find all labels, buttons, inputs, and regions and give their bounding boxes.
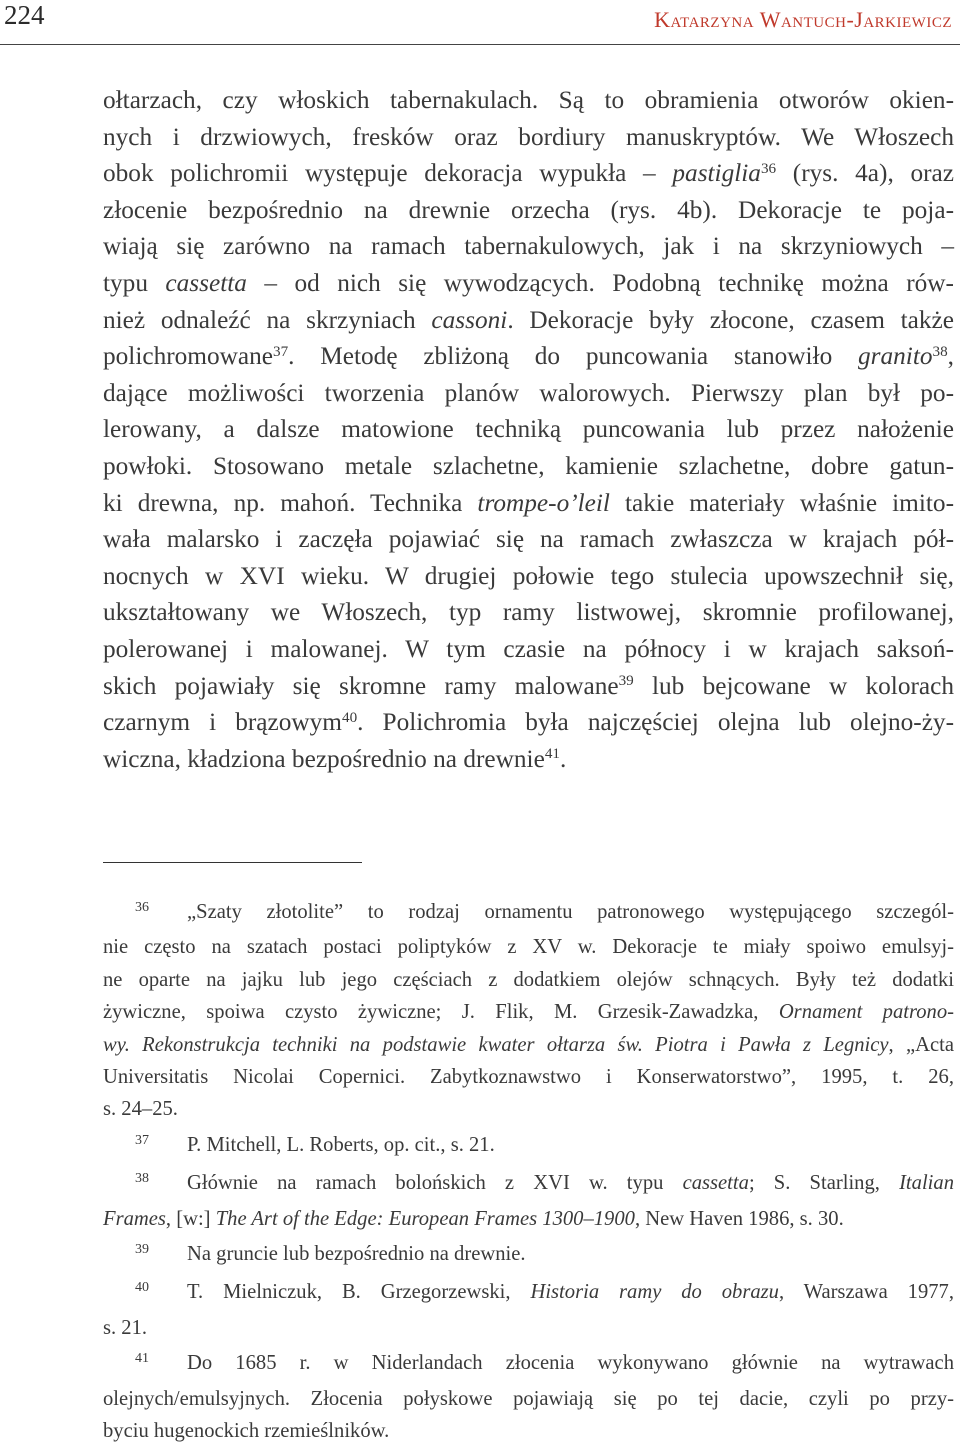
body-line: ukształtowany we Włoszech, typ ramy listwowej, skromnie profilowanej, (103, 598, 954, 627)
footnote-ref: 39 (618, 672, 634, 690)
footnote-number: 39 (135, 1242, 149, 1258)
body-line: nież odnaleźć na skrzyniach cassoni. Dekoracje były złocone, czasem także (103, 305, 954, 334)
body-line: lerowany, a dalsze matowione techniką puncowania lub przez nałożenie (103, 415, 954, 444)
footnote-line: wy. Rekonstrukcja techniki na podstawie kwater ołtarza św. Piotra i Pawła z Legnicy, „Acta (103, 1033, 955, 1056)
body-line: typu cassetta – od nich się wywodzących. Podobną technikę można rów- (103, 268, 954, 297)
footnote-39 (103, 1238, 954, 1273)
body-line: wała malarsko i zaczęła pojawiać się na ramach zwłaszcza w krajach pół- (103, 525, 954, 554)
footnote-40 (103, 1276, 954, 1344)
footnote-line: byciu hugenockich rzemieślników. (103, 1420, 390, 1443)
footnote-separator (103, 862, 362, 863)
body-line: złocenie bezpośrednio na drewnie orzecha (rys. 4b). Dekoracje te poja- (103, 195, 954, 224)
footnote-line: 36 „Szaty złotolite” to rodzaj ornamentu patronowego występującego szczegól- (103, 896, 954, 931)
body-line: nocnych w XVI wieku. W drugiej połowie tego stulecia upowszechnił się, (103, 561, 954, 590)
footnote-number: 40 (135, 1280, 149, 1296)
footnote-line: s. 24–25. (103, 1098, 178, 1121)
footnote-line: 38 Głównie na ramach bolońskich z XVI w. typu cassetta; S. Starling, Italian (103, 1167, 954, 1202)
body-line: wiczna, kładziona bezpośrednio na drewnie$^{41}$. (103, 744, 567, 773)
body-line: ki drewna, np. mahoń. Technika trompe-o’leil takie materiały właśnie imito- (103, 488, 954, 517)
body-line: polerowanej i malowanej. W tym czasie na północy i w krajach saksoń- (103, 634, 954, 663)
footnote-line: żywiczne, spoiwa czysto żywiczne; J. Flik, M. Grzesik-Zawadzka, Ornament patrono- (103, 1001, 954, 1024)
footnote-36 (103, 896, 954, 1126)
footnote-37 (103, 1129, 954, 1164)
footnote-line: Universitatis Nicolai Copernici. Zabytkoznawstwo i Konserwatorstwo”, 1995, t. 26, (103, 1066, 954, 1089)
footnote-number: 37 (135, 1132, 149, 1148)
footnote-line: nie często na szatach postaci poliptyków z XV w. Dekoracje te miały spoiwo emulsyj- (103, 936, 954, 959)
footnote-line: 39 Na gruncie lub bezpośrednio na drewnie. (103, 1238, 954, 1273)
page-number: 224 (4, 0, 45, 30)
footnote-ref: 41 (544, 745, 560, 763)
footnote-line: 41 Do 1685 r. w Niderlandach złocenia wykonywano głównie na wytrawach (103, 1347, 954, 1382)
body-text (103, 82, 954, 777)
body-line: skich pojawiały się skromne ramy malowane$^{39}$ lub bejcowane w kolorach (103, 671, 954, 700)
running-head: Katarzyna Wantuch-Jarkiewicz (654, 7, 952, 32)
footnote-41 (103, 1347, 954, 1447)
footnote-ref: 38 (932, 342, 948, 360)
body-line: polichromowane$^{37}$. Metodę zbliżoną do puncowania stanowiło granito$^{38}$, (103, 342, 954, 371)
footnote-line: s. 21. (103, 1316, 148, 1339)
footnote-line: 37 P. Mitchell, L. Roberts, op. cit., s. 21. (103, 1129, 954, 1164)
body-line: ołtarzach, czy włoskich tabernakulach. Są to obramienia otworów okien- (103, 86, 954, 114)
footnote-line: olejnych/emulsyjnych. Złocenia połyskowe pojawiają się po tej dacie, czyli po przy- (103, 1387, 954, 1410)
body-line: dające możliwości tworzenia planów walorowych. Pierwszy plan był po- (103, 378, 954, 407)
page-header (0, 0, 960, 45)
footnote-ref: 36 (760, 159, 777, 177)
body-line: czarnym i brązowym$^{40}$. Polichromia była najczęściej olejna lub olejno-ży- (103, 708, 955, 737)
body-line: nych i drzwiowych, fresków oraz bordiury manuskryptów. We Włoszech (103, 122, 954, 151)
footnote-ref: 37 (273, 342, 289, 360)
body-line: obok polichromii występuje dekoracja wypukła – pastiglia$^{36}$ (rys. 4a), oraz (103, 159, 954, 188)
body-line: wiają się zarówno na ramach tabernakulowych, jak i na skrzyniowych – (103, 232, 954, 261)
footnote-38 (103, 1167, 954, 1235)
body-line: powłoki. Stosowano metale szlachetne, kamienie szlachetne, dobre gatun- (103, 451, 954, 480)
footnote-line: 40 T. Mielniczuk, B. Grzegorzewski, Historia ramy do obrazu, Warszawa 1977, (103, 1276, 954, 1311)
footnote-ref: 40 (341, 708, 358, 726)
footnote-number: 38 (135, 1171, 149, 1187)
footnote-line: Frames, [w:] The Art of the Edge: European Frames 1300–1900, New Haven 1986, s. 30. (103, 1207, 844, 1230)
footnote-number: 36 (135, 900, 149, 915)
footnotes (103, 896, 954, 1448)
footnote-number: 41 (135, 1351, 149, 1367)
footnote-line: ne oparte na jajku lub jego częściach z dodatkiem olejów schnących. Były też dodatki (103, 968, 954, 991)
